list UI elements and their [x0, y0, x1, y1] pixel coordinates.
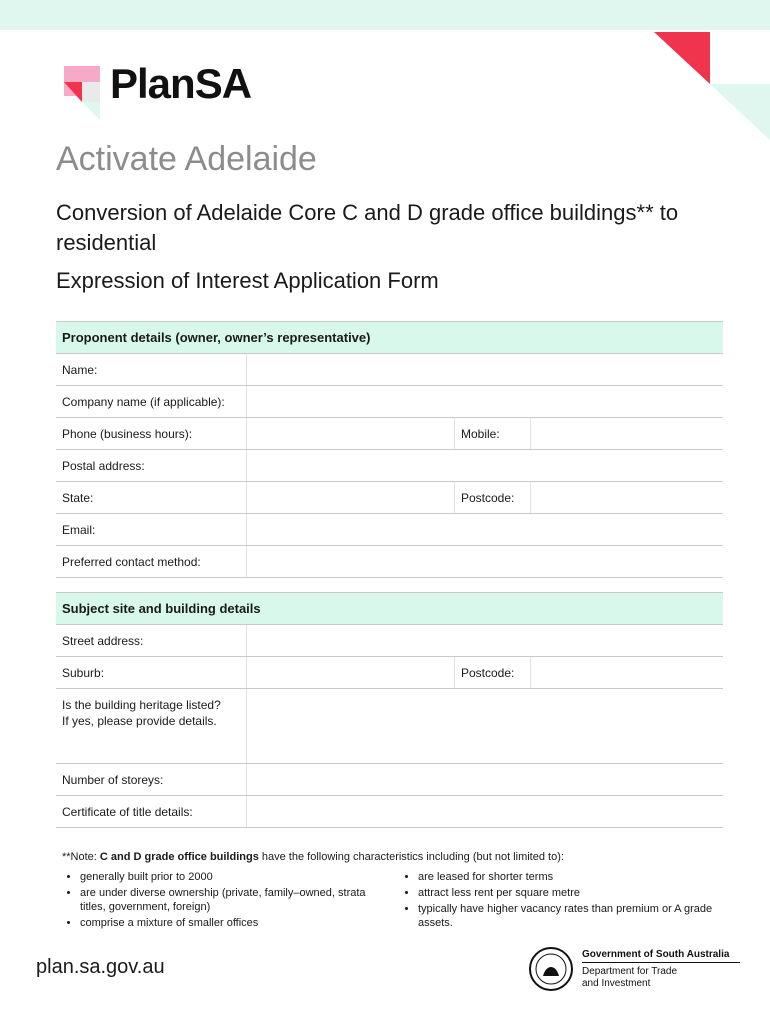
heritage-field[interactable]: [247, 689, 724, 764]
proponent-heading: Proponent details (owner, owner’s representative): [56, 322, 723, 354]
mint-triangle: [710, 84, 770, 140]
dept-line2: and Investment: [582, 978, 651, 989]
note-prefix: **Note:: [62, 851, 100, 863]
phone-label: Phone (business hours):: [56, 418, 247, 450]
state-field[interactable]: [247, 482, 455, 514]
site-postcode-field[interactable]: [531, 657, 724, 689]
page-title: Activate Adelaide: [56, 140, 317, 178]
website-link[interactable]: plan.sa.gov.au: [36, 956, 165, 978]
proponent-table: [56, 321, 723, 578]
site-table: [56, 592, 723, 828]
phone-field[interactable]: [247, 418, 455, 450]
form-title: Expression of Interest Application Form: [56, 268, 439, 293]
state-label: State:: [56, 482, 247, 514]
suburb-label: Suburb:: [56, 657, 247, 689]
red-triangle: [654, 32, 710, 84]
name-label: Name:: [56, 354, 247, 386]
company-field[interactable]: [247, 386, 724, 418]
street-field[interactable]: [247, 625, 724, 657]
site-heading: Subject site and building details: [56, 593, 723, 625]
postcode-field[interactable]: [531, 482, 724, 514]
postal-label: Postal address:: [56, 450, 247, 482]
note-text: [62, 851, 564, 863]
list-item: • attract less rent per square metre: [418, 886, 718, 900]
title-details-label: Certificate of title details:: [56, 796, 247, 828]
title-details-field[interactable]: [247, 796, 724, 828]
note-right-list: [400, 870, 718, 932]
suburb-field[interactable]: [247, 657, 455, 689]
list-item: • are under diverse ownership (private, family–owned, strata titles, government, foreign): [80, 886, 380, 914]
page-subtitle: Conversion of Adelaide Core C and D grade office buildings** to residential: [56, 200, 679, 255]
heritage-line1: Is the building heritage listed?: [62, 698, 221, 712]
list-item: • comprise a mixture of smaller offices: [80, 916, 380, 930]
brand-name: PlanSA: [110, 60, 252, 107]
mobile-label: Mobile:: [455, 418, 531, 450]
name-field[interactable]: [247, 354, 724, 386]
postcode-label: Postcode:: [455, 482, 531, 514]
dept-line1: Department for Trade: [582, 966, 678, 977]
storeys-field[interactable]: [247, 764, 724, 796]
heritage-label: [56, 689, 247, 764]
postal-field[interactable]: [247, 450, 724, 482]
contact-label: Preferred contact method:: [56, 546, 247, 578]
note-left-list: [62, 870, 380, 932]
heritage-line2: If yes, please provide details.: [62, 714, 217, 728]
note-bold: C and D grade office buildings: [99, 851, 259, 863]
email-field[interactable]: [247, 514, 724, 546]
list-item: • typically have higher vacancy rates than premium or A grade assets.: [418, 902, 718, 930]
gov-title: Government of South Australia: [582, 949, 730, 960]
storeys-label: Number of storeys:: [56, 764, 247, 796]
company-label: Company name (if applicable):: [56, 386, 247, 418]
mobile-field[interactable]: [531, 418, 724, 450]
contact-field[interactable]: [247, 546, 724, 578]
gov-divider: [582, 962, 740, 963]
street-label: Street address:: [56, 625, 247, 657]
site-postcode-label: Postcode:: [455, 657, 531, 689]
note-suffix: have the following characteristics including (but not limited to):: [258, 851, 564, 863]
list-item: • are leased for shorter terms: [418, 870, 718, 884]
email-label: Email:: [56, 514, 247, 546]
list-item: • generally built prior to 2000: [80, 870, 380, 884]
